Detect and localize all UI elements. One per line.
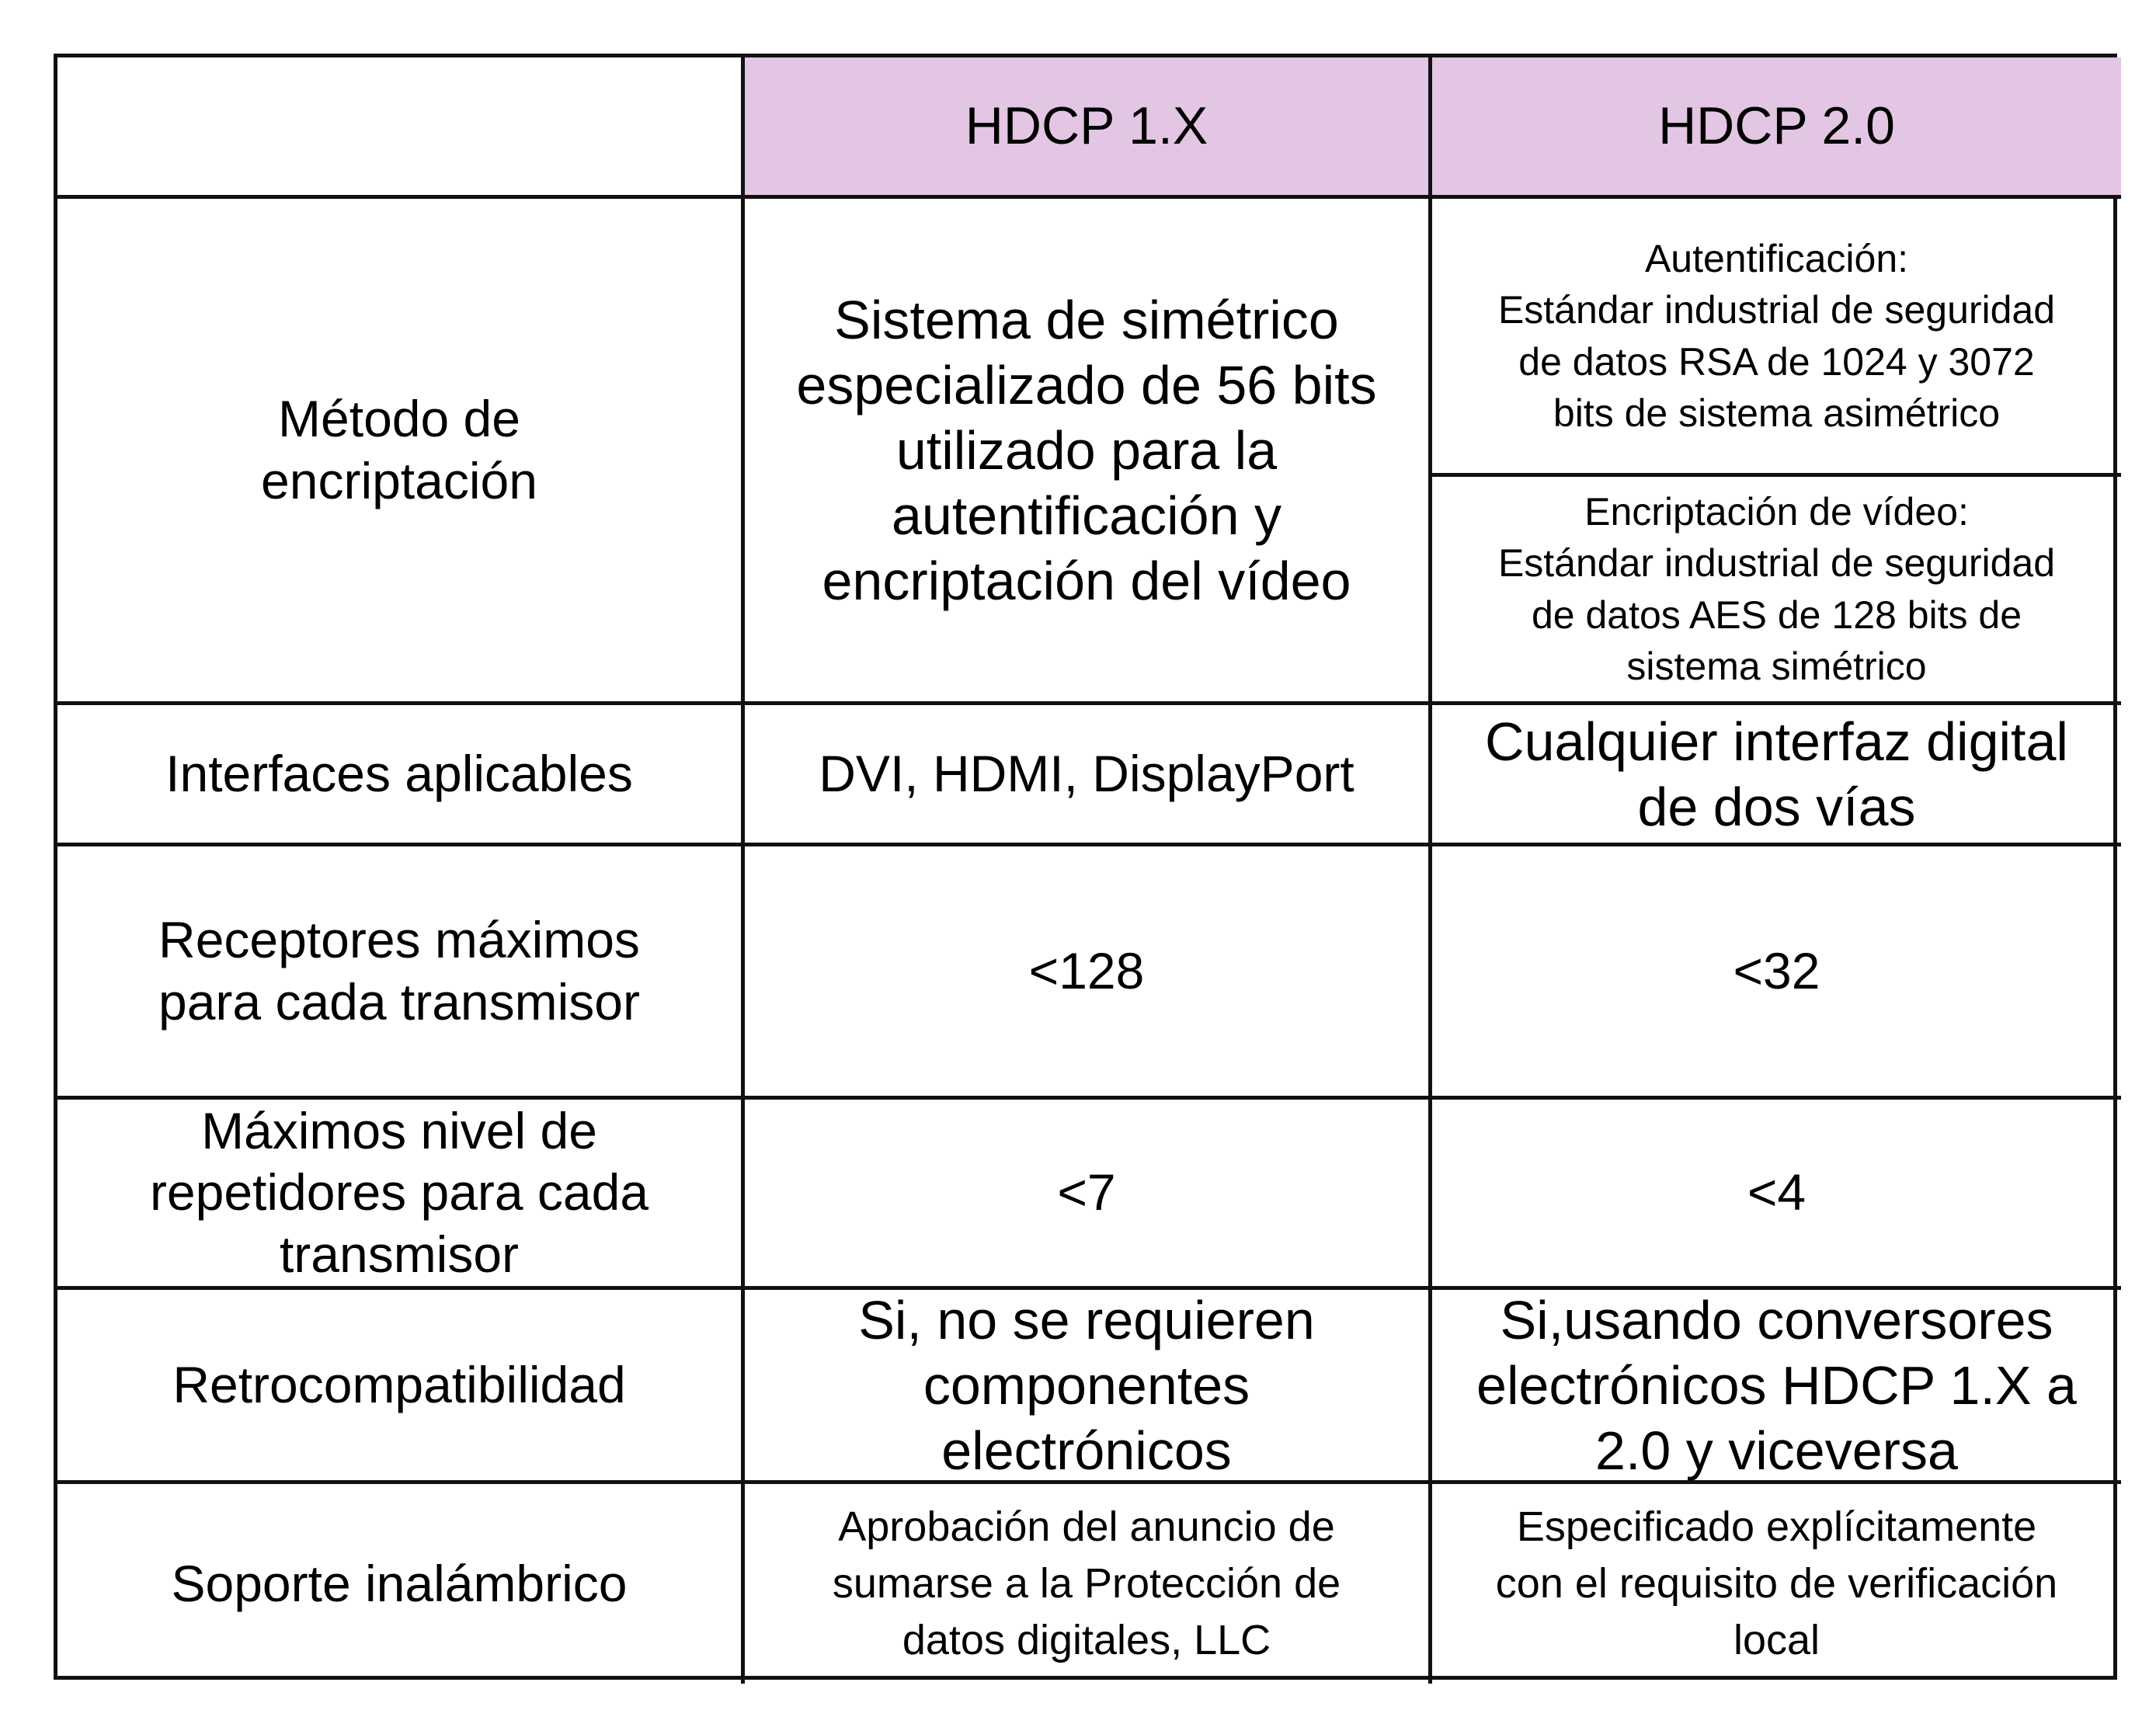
cell-text: Si,usando conversores electrónicos HDCP 1.X a 2.0 y viceversa <box>1476 1289 2077 1481</box>
row-label-text: Método de encriptación <box>261 390 537 509</box>
cell-hdcp1-max-receivers <box>745 846 1432 1100</box>
hdcp-comparison-table <box>54 54 2117 1680</box>
row-label-max-repeaters <box>57 1100 745 1290</box>
cell-text: <4 <box>1747 1163 1807 1222</box>
header-hdcp2 <box>1432 57 2121 199</box>
row-label-text: Interfaces aplicables <box>165 744 633 802</box>
header-hdcp1 <box>745 57 1432 199</box>
header-empty-cell <box>57 57 745 199</box>
cell-text: Cualquier interfaz digital de dos vías <box>1485 711 2068 837</box>
cell-text: Sistema de simétrico especializado de 56 bits utilizado para la autentificación y encriptación del vídeo <box>796 289 1377 611</box>
cell-text: DVI, HDMI, DisplayPort <box>819 744 1354 802</box>
cell-hdcp2-authentication <box>1432 199 2121 477</box>
cell-text: Si, no se requieren componentes electrónicos <box>858 1289 1315 1481</box>
cell-hdcp1-backward-compat <box>745 1290 1432 1484</box>
cell-hdcp2-interfaces <box>1432 705 2121 846</box>
row-label-text: Retrocompatibilidad <box>172 1355 626 1413</box>
cell-text: Encriptación de vídeo: Estándar industrial de seguridad de datos AES de 128 bits de sistema simétrico <box>1497 489 2056 688</box>
row-label-text: Soporte inalámbrico <box>171 1554 628 1612</box>
row-label-text: Máximos nivel de repetidores para cada transmisor <box>149 1102 649 1283</box>
row-label-text: Receptores máximos para cada transmisor <box>158 911 640 1031</box>
cell-text: <128 <box>1028 941 1145 999</box>
cell-hdcp2-max-repeaters <box>1432 1100 2121 1290</box>
row-label-wireless <box>57 1484 745 1684</box>
cell-hdcp1-interfaces <box>745 705 1432 846</box>
cell-hdcp1-encryption <box>745 199 1432 705</box>
row-label-encryption <box>57 199 745 705</box>
cell-hdcp2-wireless <box>1432 1484 2121 1684</box>
cell-hdcp1-max-repeaters <box>745 1100 1432 1290</box>
cell-text: <32 <box>1733 941 1820 999</box>
cell-hdcp2-max-receivers <box>1432 846 2121 1100</box>
row-label-max-receivers <box>57 846 745 1100</box>
header-hdcp1-label: HDCP 1.X <box>965 96 1208 155</box>
cell-hdcp2-encryption <box>1432 199 2121 705</box>
row-label-backward-compat <box>57 1290 745 1484</box>
cell-hdcp1-wireless <box>745 1484 1432 1684</box>
row-label-interfaces <box>57 705 745 846</box>
cell-text: Autentificación: Estándar industrial de seguridad de datos RSA de 1024 y 3072 bits de sistema asimétrico <box>1497 236 2056 435</box>
cell-hdcp2-video-encryption <box>1432 477 2121 701</box>
cell-text: <7 <box>1057 1163 1116 1222</box>
cell-text: Especificado explícitamente con el requisito de verificación local <box>1495 1503 2058 1663</box>
cell-hdcp2-backward-compat <box>1432 1290 2121 1484</box>
header-hdcp2-label: HDCP 2.0 <box>1658 96 1895 155</box>
cell-text: Aprobación del anuncio de sumarse a la Protección de datos digitales, LLC <box>832 1503 1341 1663</box>
